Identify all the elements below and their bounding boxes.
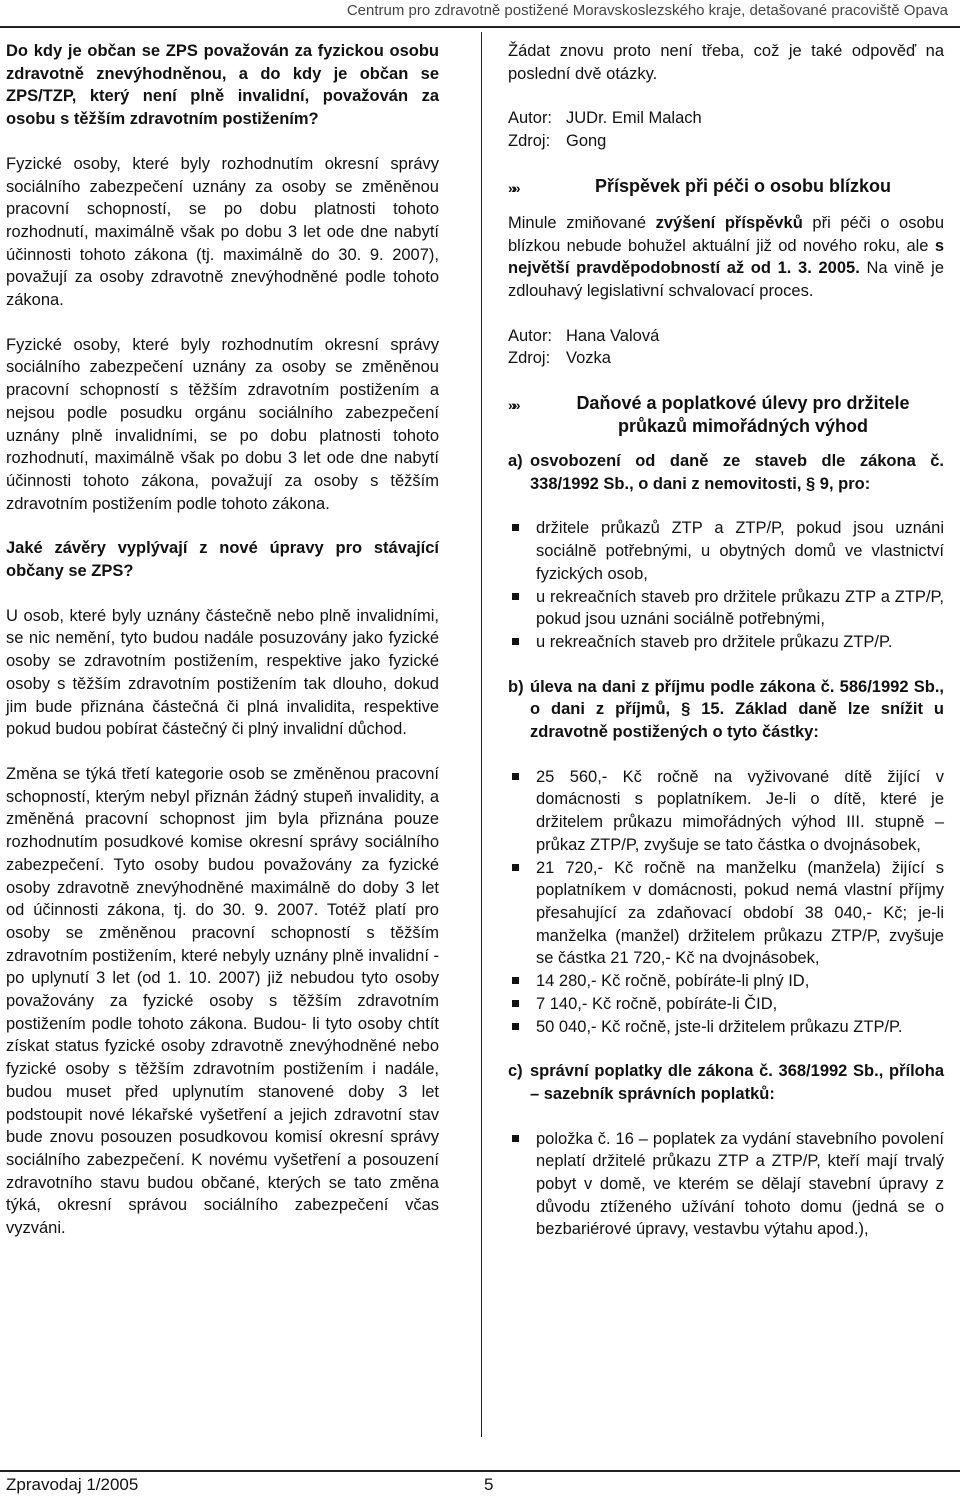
list-c	[508, 1128, 944, 1242]
section-title-relief: Daňové a poplatkové úlevy pro držitele průkazů mimořádných výhod	[576, 393, 910, 437]
author-prefix: JUDr.	[566, 109, 608, 128]
section-heading-relief	[508, 392, 944, 438]
page-header	[0, 0, 960, 30]
author-label: Autor:	[508, 109, 553, 128]
source-name: Vozka	[566, 349, 611, 368]
list-item: 25 560,- Kč ročně na vyživované dítě žijící v domácnosti s poplatníkem. Je-li o dítě, které je držitelem průkazu mimořádných výhod III. stupně – průkaz ZTP/P, zvyšuje se tato částka o dvojnásobek,	[508, 766, 944, 857]
section-heading-care	[508, 175, 944, 200]
section-title-care: Příspěvek při péči o osobu blízkou	[594, 175, 892, 196]
list-item: 50 040,- Kč ročně, jste-li držitelem průkazu ZTP/P.	[508, 1016, 944, 1039]
source-label: Zdroj:	[508, 132, 551, 151]
source-label: Zdroj:	[508, 349, 551, 368]
list-b	[508, 766, 944, 1038]
paragraph-2: Fyzické osoby, které byly rozhodnutím okresní správy sociálního zabezpečení uznány za osoby se změněnou pracovní schopností s těžším zdravotním postižením a nejsou podle posudku orgánu sociálního zabezpečení uznány plně invalidními, se po dobu platnosti tohoto rozhodnutí, maximálně však po dobu 3 let ode dne nabytí účinnosti tohoto zákona, považují za osoby s těžším zdravotním postižením podle tohoto zákona.	[6, 335, 439, 513]
paragraph-3: U osob, které byly uznány částečně nebo plně invalidními, se nic nemění, tyto budou nadále posuzovány jako fyzické osoby se zdravotním postižením, respektive jako fyzické osoby s těžším zdravotním postižením tak dlouho, dokud jim bude přiznána částečná či plná invalidita, respektive pokud budou pobírat částečný či plný invalidní důchod.	[6, 606, 439, 739]
right-column	[508, 40, 944, 1241]
header-rule	[0, 26, 960, 28]
left-column	[6, 40, 439, 1240]
author-name: Emil Malach	[611, 109, 702, 128]
list-item: 14 280,- Kč ročně, pobíráte-li plný ID,	[508, 970, 944, 993]
footer-publication: Zpravodaj 1/2005	[6, 1475, 139, 1494]
source-name: Gong	[566, 132, 607, 151]
subsection-c: c) správní poplatky dle zákona č. 368/1992 Sb., příloha – sazebník správních poplatků:	[508, 1062, 944, 1103]
source-line-1	[508, 130, 944, 153]
list-item: 7 140,- Kč ročně, pobíráte-li ČID,	[508, 993, 944, 1016]
paragraph-4: Změna se týká třetí kategorie osob se změněnou pracovní schopností, kterým nebyl přiznán žádný stupeň invalidity, a změněná pracovní schopnost jim byla přiznána pouze rozhodnutím posudkové komise okresní správy sociálního zabezpečení. Tyto osoby budou považovány za fyzické osoby zdravotně znevýhodněné maximálně do doby 3 let od účinnosti zákona, tj. do 30. 9. 2007. Totéž platí pro osoby se změněnou pracovní schopností s těžším zdravotním postižením, které nebyly uznány plně invalidní - po uplynutí 3 let (od 1. 10. 2007) již nebudou tyto osoby považovány za fyzické osoby s těžším zdravotním postižením podle tohoto zákona. Budou- li tyto osoby chtít získat status fyzické osoby zdravotně znevýhodněné nebo fyzické osoby s těžším zdravotním postižením i nadále, budou muset před uplynutím stanovené doby 3 let podstoupit nové lékařské vyšetření a jejich zdravotní stav bude znovu posouzen posudkovou komisí okresní správy sociálního zabezpečení. K novému vyšetření a posouzení zdravotního stavu budou občané, kterých se tato změna týká, okresní správou sociálního zabezpečení včas vyzváni.	[6, 764, 439, 1238]
column-divider	[481, 32, 482, 1437]
subsection-b: b) úleva na dani z příjmu podle zákona č. 586/1992 Sb., o dani z příjmů, § 15. Základ daně lze snížit u zdravotně postižených o tyto částky:	[508, 677, 944, 742]
list-item: 21 720,- Kč ročně na manželku (manžela) žijící s poplatníkem v domácnosti, pokud nemá vlastní příjmy přesahující za zdaňovací období 38 040,- Kč; je-li manželka (manžel) držitelem průkazu ZTP/P, zvyšuje se částka 21 720,- Kč na dvojnásobek,	[508, 857, 944, 971]
list-a	[508, 517, 944, 653]
intro-paragraph: Žádat znovu proto není třeba, což je také odpověď na poslední dvě otázky.	[508, 42, 944, 83]
header-title: Centrum pro zdravotně postižené Moravskoslezského kraje, detašované pracoviště Opava	[346, 2, 948, 19]
source-line-2	[508, 347, 944, 370]
author-name: Hana Valová	[566, 326, 660, 345]
care-paragraph: Minule zmiňované zvýšení příspěvků při péči o osobu blízkou nebude bohužel aktuální již od nového roku, ale s největší pravděpodobností až od 1. 3. 2005. Na vině je zdlouhavý legislativní schvalovací proces.	[508, 213, 944, 300]
list-item: držitele průkazů ZTP a ZTP/P, pokud jsou uznáni sociálně potřebnými, u obytných domů ve vlastnictví fyzických osob,	[508, 517, 944, 585]
subsection-a: a) osvobození od daně ze staveb dle zákona č. 338/1992 Sb., o dani z nemovitosti, § 9, pro:	[508, 452, 944, 493]
author-line-1	[508, 107, 944, 130]
author-label: Autor:	[508, 326, 553, 345]
double-arrow-icon: »»	[508, 397, 518, 414]
double-arrow-icon: »»	[508, 179, 518, 196]
list-item: u rekreačních staveb pro držitele průkazu ZTP a ZTP/P, pokud jsou uznáni sociálně potřebnými,	[508, 586, 944, 631]
page-number: 5	[484, 1475, 494, 1494]
footer-rule	[0, 1470, 960, 1472]
paragraph-1: Fyzické osoby, které byly rozhodnutím okresní správy sociálního zabezpečení uznány za osoby se změněnou pracovní schopností, se po dobu platnosti tohoto rozhodnutí, maximálně však po dobu 3 let ode dne nabytí účinnosti tohoto zákona (tj. maximálně do 30. 9. 2007), považují za osoby zdravotně znevýhodněné podle tohoto zákona.	[6, 154, 439, 310]
list-item: u rekreačních staveb pro držitele průkazu ZTP/P.	[508, 631, 944, 654]
list-item: položka č. 16 – poplatek za vydání stavebního povolení neplatí držitelé průkazu ZTP a ZTP/P, kteří mají trvalý pobyt v domě, ve kterém se dělají stavební úpravy z důvodu ztíženého užívání tohoto domu (jedná se o bezbariérové úpravy, vestavbu výtahu apod.),	[508, 1128, 944, 1242]
author-line-2	[508, 325, 944, 348]
question-1: Do kdy je občan se ZPS považován za fyzickou osobu zdravotně znevýhodněnou, a do kdy je občan se ZPS/TZP, který není plně invalidní, považován za osobu s těžším zdravotním postižením?	[6, 42, 439, 129]
question-2: Jaké závěry vyplývají z nové úpravy pro stávající občany se ZPS?	[6, 539, 439, 581]
